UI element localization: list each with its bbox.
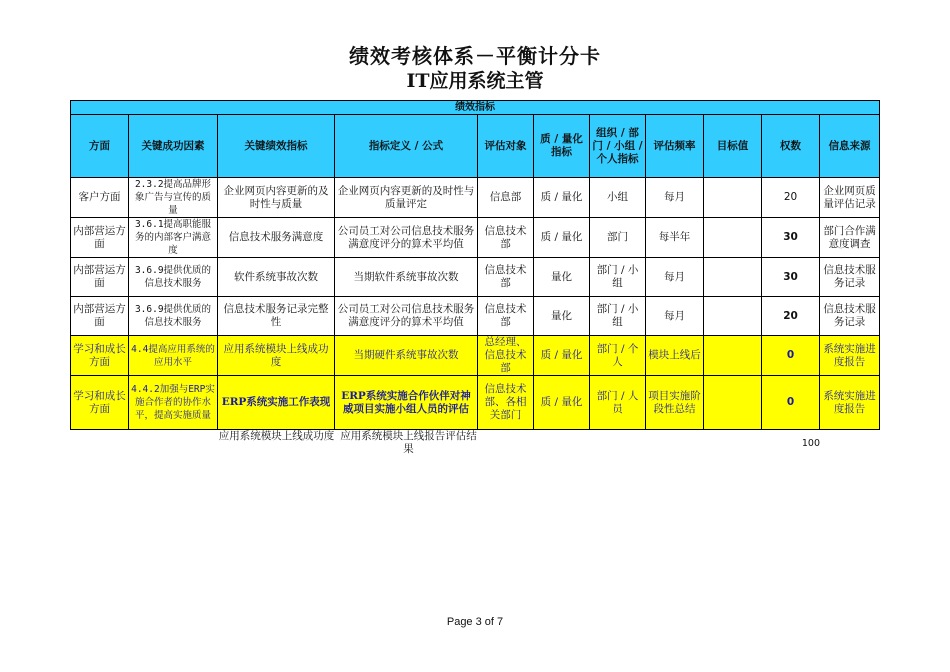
csf-cell: 3.6.1提高职能服务的内部客户满意度 <box>129 218 218 258</box>
weight-cell: 0 <box>762 376 820 430</box>
table-row <box>71 258 880 297</box>
header-cell: 权数 <box>762 115 820 178</box>
frequency-cell: 每月 <box>646 258 704 297</box>
definition-cell: 当期硬件系统事故次数 <box>335 336 478 376</box>
org-level-cell: 部门 / 小组 <box>590 258 646 297</box>
weight-cell: 20 <box>762 297 820 336</box>
aspect-cell: 内部营运方面 <box>71 258 129 297</box>
header-cell: 关键绩效指标 <box>218 115 335 178</box>
source-cell: 企业网页质量评估记录 <box>820 178 880 218</box>
target-object-cell: 信息技术部 <box>478 218 534 258</box>
weight-cell: 20 <box>762 178 820 218</box>
definition-cell: 企业网页内容更新的及时性与质量评定 <box>335 178 478 218</box>
qualification-cell: 质 / 量化 <box>534 218 590 258</box>
qualification-cell: 质 / 量化 <box>534 336 590 376</box>
qualification-cell: 质 / 量化 <box>534 376 590 430</box>
kpi-cell: 软件系统事故次数 <box>218 258 335 297</box>
definition-cell: 公司员工对公司信息技术服务满意度评分的算术平均值 <box>335 297 478 336</box>
csf-cell: 3.6.9提供优质的信息技术服务 <box>129 297 218 336</box>
header-cell: 方面 <box>71 115 129 178</box>
header-cell: 关键成功因素 <box>129 115 218 178</box>
table-row <box>71 178 880 218</box>
definition-cell: 公司员工对公司信息技术服务满意度评分的算术平均值 <box>335 218 478 258</box>
frequency-cell: 模块上线后 <box>646 336 704 376</box>
definition-cell: 当期软件系统事故次数 <box>335 258 478 297</box>
table-row <box>71 218 880 258</box>
target-object-cell: 信息技术部、各相关部门 <box>478 376 534 430</box>
target-value-cell <box>704 336 762 376</box>
csf-cell: 4.4提高应用系统的应用水平 <box>129 336 218 376</box>
source-cell: 系统实施进度报告 <box>820 376 880 430</box>
weight-cell: 30 <box>762 218 820 258</box>
target-value-cell <box>704 376 762 430</box>
frequency-cell: 每半年 <box>646 218 704 258</box>
csf-cell: 4.4.2加强与ERP实施合作者的协作水平，提高实施质量 <box>129 376 218 430</box>
qualification-cell: 量化 <box>534 258 590 297</box>
target-object-cell: 信息技术部 <box>478 258 534 297</box>
target-value-cell <box>704 297 762 336</box>
frequency-cell: 项目实施阶段性总结 <box>646 376 704 430</box>
table-row <box>71 376 880 430</box>
header-row <box>71 115 880 178</box>
aspect-cell: 客户方面 <box>71 178 129 218</box>
band-label: 绩效指标 <box>71 101 880 115</box>
org-level-cell: 部门 / 个人 <box>590 336 646 376</box>
target-object-cell: 信息部 <box>478 178 534 218</box>
page-footer: Page 3 of 7 <box>446 616 504 628</box>
header-cell: 评估对象 <box>478 115 534 178</box>
table-row <box>71 336 880 376</box>
page-title: 绩效考核体系－平衡计分卡 <box>349 44 601 68</box>
source-cell: 系统实施进度报告 <box>820 336 880 376</box>
header-cell: 评估频率 <box>646 115 704 178</box>
kpi-table <box>70 100 880 430</box>
source-cell: 部门合作满意度调查 <box>820 218 880 258</box>
target-value-cell <box>704 178 762 218</box>
org-level-cell: 小组 <box>590 178 646 218</box>
qualification-cell: 质 / 量化 <box>534 178 590 218</box>
csf-cell: 2.3.2提高品牌形象广告与宣传的质量 <box>129 178 218 218</box>
aspect-cell: 内部营运方面 <box>71 297 129 336</box>
header-cell: 目标值 <box>704 115 762 178</box>
header-cell: 组织 / 部门 / 小组 / 个人指标 <box>590 115 646 178</box>
header-cell: 信息来源 <box>820 115 880 178</box>
weight-cell: 30 <box>762 258 820 297</box>
source-cell: 信息技术服务记录 <box>820 258 880 297</box>
kpi-cell: 信息技术服务记录完整性 <box>218 297 335 336</box>
kpi-cell: ERP系统实施工作表现 <box>218 376 335 430</box>
header-cell: 质 / 量化指标 <box>534 115 590 178</box>
aspect-cell: 学习和成长方面 <box>71 376 129 430</box>
org-level-cell: 部门 <box>590 218 646 258</box>
frequency-cell: 每月 <box>646 297 704 336</box>
source-cell: 信息技术服务记录 <box>820 297 880 336</box>
kpi-cell: 企业网页内容更新的及时性与质量 <box>218 178 335 218</box>
qualification-cell: 量化 <box>534 297 590 336</box>
kpi-cell: 应用系统模块上线成功度 <box>218 336 335 376</box>
org-level-cell: 部门 / 人员 <box>590 376 646 430</box>
target-object-cell: 总经理、信息技术部 <box>478 336 534 376</box>
extra-definition-text: 应用系统模块上线报告评估结果 <box>340 430 477 455</box>
org-level-cell: 部门 / 小组 <box>590 297 646 336</box>
weight-cell: 0 <box>762 336 820 376</box>
target-object-cell: 信息技术部 <box>478 297 534 336</box>
frequency-cell: 每月 <box>646 178 704 218</box>
aspect-cell: 内部营运方面 <box>71 218 129 258</box>
definition-cell: ERP系统实施合作伙伴对神威项目实施小组人员的评估 <box>335 376 478 430</box>
table-row <box>71 297 880 336</box>
header-cell: 指标定义 / 公式 <box>335 115 478 178</box>
aspect-cell: 学习和成长方面 <box>71 336 129 376</box>
target-value-cell <box>704 218 762 258</box>
weight-total: 100 <box>801 438 820 449</box>
target-value-cell <box>704 258 762 297</box>
kpi-cell: 信息技术服务满意度 <box>218 218 335 258</box>
page-subtitle: IT应用系统主管 <box>406 70 544 92</box>
extra-kpi-text: 应用系统模块上线成功度 <box>218 430 335 442</box>
csf-cell: 3.6.9提供优质的信息技术服务 <box>129 258 218 297</box>
